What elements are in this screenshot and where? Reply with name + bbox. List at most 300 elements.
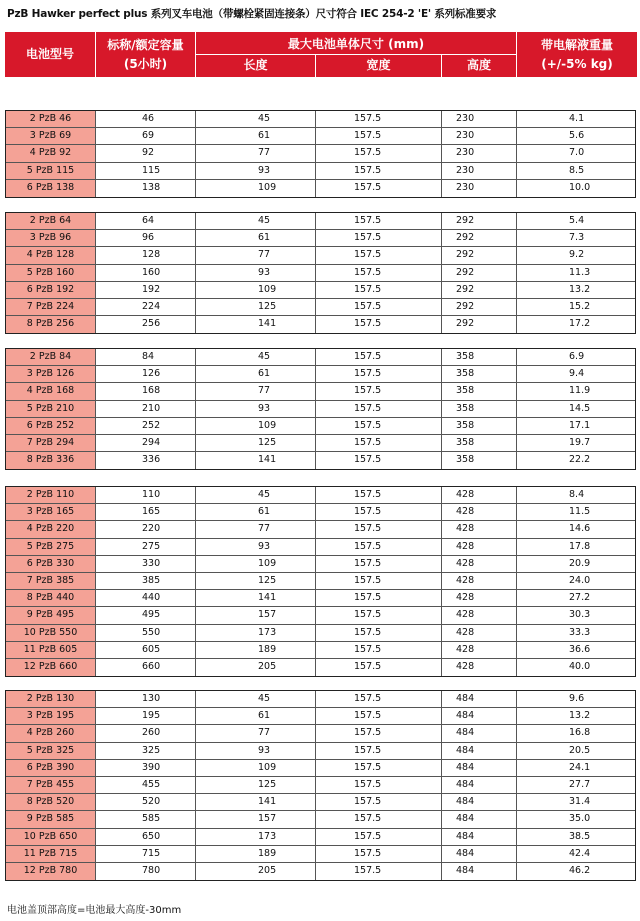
width-cell: 157.5 (316, 539, 442, 555)
length-cell: 189 (196, 642, 316, 658)
capacity-cell: 46 (96, 111, 196, 127)
height-cell: 428 (442, 607, 517, 623)
table-row (6, 521, 635, 538)
capacity-cell: 585 (96, 811, 196, 827)
length-cell: 173 (196, 625, 316, 641)
length-cell: 77 (196, 247, 316, 263)
header-weight-line1: 带电解液重量 (540, 38, 613, 52)
header-weight-line2: (+/-5% kg) (541, 57, 613, 71)
length-cell: 109 (196, 760, 316, 776)
weight-cell: 20.5 (569, 744, 591, 756)
length-cell: 45 (196, 691, 316, 707)
width-cell: 157.5 (316, 180, 442, 197)
capacity-cell: 385 (96, 573, 196, 589)
capacity-cell: 210 (96, 401, 196, 417)
header-height: 高度 (466, 58, 491, 72)
capacity-cell: 165 (96, 504, 196, 520)
capacity-cell: 64 (96, 213, 196, 229)
width-cell: 157.5 (316, 265, 442, 281)
length-cell: 77 (196, 725, 316, 741)
table-row (6, 145, 635, 162)
width-cell: 157.5 (316, 521, 442, 537)
length-cell: 93 (196, 539, 316, 555)
table-row (6, 556, 635, 573)
width-cell: 157.5 (316, 725, 442, 741)
model-cell: 2 PzB 110 (6, 487, 96, 503)
capacity-cell: 550 (96, 625, 196, 641)
capacity-cell: 84 (96, 349, 196, 365)
width-cell: 157.5 (316, 794, 442, 810)
capacity-cell: 455 (96, 777, 196, 793)
weight-cell: 15.2 (569, 300, 591, 312)
footnote: 电池盖顶部高度=电池最大高度-30mm (7, 905, 182, 916)
length-cell: 109 (196, 282, 316, 298)
width-cell: 157.5 (316, 829, 442, 845)
model-cell: 5 PzB 115 (6, 163, 96, 179)
table-row (6, 163, 635, 180)
weight-cell: 11.3 (569, 266, 591, 278)
table-row (6, 590, 635, 607)
model-cell: 2 PzB 84 (6, 349, 96, 365)
length-cell: 141 (196, 452, 316, 469)
length-cell: 45 (196, 213, 316, 229)
table-row (6, 316, 635, 333)
width-cell: 157.5 (316, 401, 442, 417)
table-row (6, 230, 635, 247)
page-title: PzB Hawker perfect plus 系列叉车电池（带螺栓紧固连接条）尺寸符合 IEC 254-2 'E' 系列标准要求 (7, 8, 497, 20)
weight-cell: 5.6 (569, 130, 585, 142)
model-cell: 3 PzB 195 (6, 708, 96, 724)
height-cell: 358 (442, 383, 517, 399)
model-cell: 10 PzB 550 (6, 625, 96, 641)
length-cell: 93 (196, 743, 316, 759)
table-row (6, 625, 635, 642)
weight-cell: 9.4 (569, 368, 585, 380)
height-cell: 428 (442, 642, 517, 658)
header-model: 电池型号 (25, 47, 74, 61)
width-cell: 157.5 (316, 316, 442, 333)
table-row (6, 111, 635, 128)
length-cell: 77 (196, 383, 316, 399)
model-cell: 7 PzB 455 (6, 777, 96, 793)
table-header (5, 32, 637, 77)
capacity-cell: 325 (96, 743, 196, 759)
length-cell: 109 (196, 180, 316, 197)
capacity-cell: 294 (96, 435, 196, 451)
weight-cell: 4.1 (569, 113, 585, 124)
model-cell: 4 PzB 260 (6, 725, 96, 741)
height-cell: 484 (442, 794, 517, 810)
table-row (6, 725, 635, 742)
weight-cell: 19.7 (569, 436, 591, 448)
length-cell: 45 (196, 349, 316, 365)
weight-cell: 8.4 (569, 489, 585, 500)
height-cell: 484 (442, 863, 517, 880)
table-row (6, 452, 635, 469)
height-cell: 484 (442, 743, 517, 759)
width-cell: 157.5 (316, 691, 442, 707)
width-cell: 157.5 (316, 282, 442, 298)
table-row (6, 811, 635, 828)
width-cell: 157.5 (316, 607, 442, 623)
height-cell: 230 (442, 145, 517, 161)
model-cell: 6 PzB 330 (6, 556, 96, 572)
model-cell: 6 PzB 390 (6, 760, 96, 776)
height-cell: 292 (442, 230, 517, 246)
width-cell: 157.5 (316, 659, 442, 676)
table-row (6, 777, 635, 794)
length-cell: 93 (196, 265, 316, 281)
width-cell: 157.5 (316, 366, 442, 382)
weight-cell: 17.8 (569, 540, 591, 552)
table-row (6, 829, 635, 846)
weight-cell: 24.1 (569, 761, 591, 773)
height-cell: 484 (442, 777, 517, 793)
model-cell: 4 PzB 220 (6, 521, 96, 537)
table-row (6, 573, 635, 590)
length-cell: 61 (196, 128, 316, 144)
height-cell: 428 (442, 521, 517, 537)
height-cell: 428 (442, 625, 517, 641)
length-cell: 93 (196, 401, 316, 417)
weight-cell: 31.4 (569, 796, 591, 808)
width-cell: 157.5 (316, 383, 442, 399)
table-row (6, 487, 635, 504)
width-cell: 157.5 (316, 247, 442, 263)
height-cell: 292 (442, 316, 517, 333)
length-cell: 61 (196, 230, 316, 246)
model-cell: 8 PzB 440 (6, 590, 96, 606)
length-cell: 93 (196, 163, 316, 179)
model-cell: 4 PzB 128 (6, 247, 96, 263)
weight-cell: 22.2 (569, 454, 591, 466)
model-cell: 6 PzB 192 (6, 282, 96, 298)
weight-cell: 9.6 (569, 693, 585, 704)
weight-cell: 27.7 (569, 778, 591, 790)
length-cell: 109 (196, 418, 316, 434)
table-row (6, 504, 635, 521)
table-row (6, 539, 635, 556)
length-cell: 45 (196, 487, 316, 503)
length-cell: 141 (196, 316, 316, 333)
table-row (6, 213, 635, 230)
weight-cell: 5.4 (569, 215, 585, 226)
model-cell: 5 PzB 210 (6, 401, 96, 417)
width-cell: 157.5 (316, 111, 442, 127)
capacity-cell: 128 (96, 247, 196, 263)
table-row (6, 128, 635, 145)
model-cell: 6 PzB 138 (6, 180, 96, 197)
length-cell: 61 (196, 504, 316, 520)
weight-cell: 27.2 (569, 592, 591, 604)
model-cell: 4 PzB 168 (6, 383, 96, 399)
model-cell: 2 PzB 64 (6, 213, 96, 229)
weight-cell: 17.1 (569, 419, 591, 431)
width-cell: 157.5 (316, 230, 442, 246)
table-group (5, 110, 636, 198)
length-cell: 189 (196, 846, 316, 862)
table-row (6, 418, 635, 435)
capacity-cell: 224 (96, 299, 196, 315)
height-cell: 428 (442, 504, 517, 520)
length-cell: 205 (196, 659, 316, 676)
capacity-cell: 126 (96, 366, 196, 382)
weight-cell: 30.3 (569, 609, 591, 621)
table-row (6, 743, 635, 760)
height-cell: 292 (442, 265, 517, 281)
capacity-cell: 252 (96, 418, 196, 434)
model-cell: 3 PzB 126 (6, 366, 96, 382)
header-capacity-line1: 标称/额定容量 (107, 38, 184, 52)
weight-cell: 14.6 (569, 523, 591, 535)
width-cell: 157.5 (316, 777, 442, 793)
width-cell: 157.5 (316, 145, 442, 161)
height-cell: 484 (442, 725, 517, 741)
table-row (6, 691, 635, 708)
length-cell: 141 (196, 794, 316, 810)
table-group (5, 486, 636, 677)
height-cell: 292 (442, 299, 517, 315)
width-cell: 157.5 (316, 760, 442, 776)
width-cell: 157.5 (316, 299, 442, 315)
capacity-cell: 256 (96, 316, 196, 333)
width-cell: 157.5 (316, 590, 442, 606)
width-cell: 157.5 (316, 487, 442, 503)
model-cell: 8 PzB 520 (6, 794, 96, 810)
height-cell: 484 (442, 691, 517, 707)
table-row (6, 401, 635, 418)
table-row (6, 366, 635, 383)
weight-cell: 11.5 (569, 506, 591, 518)
table-row (6, 659, 635, 676)
height-cell: 358 (442, 418, 517, 434)
header-width: 宽度 (366, 58, 391, 72)
capacity-cell: 330 (96, 556, 196, 572)
model-cell: 8 PzB 256 (6, 316, 96, 333)
height-cell: 428 (442, 659, 517, 676)
model-cell: 5 PzB 160 (6, 265, 96, 281)
capacity-cell: 115 (96, 163, 196, 179)
capacity-cell: 192 (96, 282, 196, 298)
weight-cell: 8.5 (569, 164, 585, 176)
width-cell: 157.5 (316, 573, 442, 589)
weight-cell: 35.0 (569, 813, 591, 825)
height-cell: 428 (442, 556, 517, 572)
capacity-cell: 69 (96, 128, 196, 144)
table-row (6, 708, 635, 725)
model-cell: 11 PzB 715 (6, 846, 96, 862)
height-cell: 484 (442, 811, 517, 827)
capacity-cell: 195 (96, 708, 196, 724)
capacity-cell: 495 (96, 607, 196, 623)
width-cell: 157.5 (316, 163, 442, 179)
header-capacity-line2: (5小时) (123, 57, 168, 71)
height-cell: 484 (442, 846, 517, 862)
model-cell: 2 PzB 46 (6, 111, 96, 127)
table-row (6, 607, 635, 624)
weight-cell: 16.8 (569, 727, 591, 739)
height-cell: 428 (442, 573, 517, 589)
header-dimensions: 最大电池单体尺寸 (mm) (287, 37, 425, 51)
table-row (6, 760, 635, 777)
length-cell: 173 (196, 829, 316, 845)
width-cell: 157.5 (316, 128, 442, 144)
table-row (6, 180, 635, 197)
length-cell: 125 (196, 573, 316, 589)
length-cell: 125 (196, 435, 316, 451)
width-cell: 157.5 (316, 504, 442, 520)
length-cell: 45 (196, 111, 316, 127)
height-cell: 484 (442, 708, 517, 724)
width-cell: 157.5 (316, 556, 442, 572)
model-cell: 12 PzB 660 (6, 659, 96, 676)
table-row (6, 642, 635, 659)
table-row (6, 349, 635, 366)
weight-cell: 46.2 (569, 864, 591, 876)
length-cell: 205 (196, 863, 316, 880)
height-cell: 230 (442, 180, 517, 197)
table-group (5, 348, 636, 470)
weight-cell: 7.0 (569, 147, 585, 159)
height-cell: 358 (442, 452, 517, 469)
capacity-cell: 390 (96, 760, 196, 776)
table-row (6, 794, 635, 811)
table-row (6, 247, 635, 264)
length-cell: 109 (196, 556, 316, 572)
capacity-cell: 275 (96, 539, 196, 555)
height-cell: 428 (442, 539, 517, 555)
width-cell: 157.5 (316, 625, 442, 641)
height-cell: 292 (442, 282, 517, 298)
table-group (5, 690, 636, 881)
width-cell: 157.5 (316, 642, 442, 658)
table-group (5, 212, 636, 334)
model-cell: 9 PzB 585 (6, 811, 96, 827)
model-cell: 9 PzB 495 (6, 607, 96, 623)
length-cell: 77 (196, 145, 316, 161)
capacity-cell: 336 (96, 452, 196, 469)
model-cell: 3 PzB 69 (6, 128, 96, 144)
capacity-cell: 605 (96, 642, 196, 658)
model-cell: 3 PzB 96 (6, 230, 96, 246)
width-cell: 157.5 (316, 349, 442, 365)
weight-cell: 42.4 (569, 847, 591, 859)
length-cell: 125 (196, 777, 316, 793)
header-length: 长度 (243, 58, 268, 72)
table-row (6, 846, 635, 863)
weight-cell: 11.9 (569, 385, 591, 397)
height-cell: 358 (442, 401, 517, 417)
capacity-cell: 440 (96, 590, 196, 606)
model-cell: 3 PzB 165 (6, 504, 96, 520)
length-cell: 141 (196, 590, 316, 606)
weight-cell: 10.0 (569, 181, 591, 193)
weight-cell: 7.3 (569, 232, 585, 244)
weight-cell: 40.0 (569, 660, 591, 672)
table-row (6, 383, 635, 400)
model-cell: 7 PzB 385 (6, 573, 96, 589)
capacity-cell: 780 (96, 863, 196, 880)
width-cell: 157.5 (316, 708, 442, 724)
model-cell: 8 PzB 336 (6, 452, 96, 469)
weight-cell: 13.2 (569, 710, 591, 722)
capacity-cell: 96 (96, 230, 196, 246)
height-cell: 292 (442, 213, 517, 229)
model-cell: 12 PzB 780 (6, 863, 96, 880)
length-cell: 77 (196, 521, 316, 537)
weight-cell: 20.9 (569, 557, 591, 569)
width-cell: 157.5 (316, 743, 442, 759)
width-cell: 157.5 (316, 863, 442, 880)
height-cell: 484 (442, 760, 517, 776)
capacity-cell: 92 (96, 145, 196, 161)
capacity-cell: 660 (96, 659, 196, 676)
height-cell: 230 (442, 128, 517, 144)
height-cell: 230 (442, 111, 517, 127)
length-cell: 157 (196, 607, 316, 623)
length-cell: 61 (196, 366, 316, 382)
model-cell: 10 PzB 650 (6, 829, 96, 845)
table-row (6, 299, 635, 316)
weight-cell: 9.2 (569, 249, 585, 261)
width-cell: 157.5 (316, 418, 442, 434)
height-cell: 428 (442, 590, 517, 606)
table-row (6, 265, 635, 282)
capacity-cell: 160 (96, 265, 196, 281)
height-cell: 358 (442, 366, 517, 382)
height-cell: 292 (442, 247, 517, 263)
weight-cell: 13.2 (569, 283, 591, 295)
capacity-cell: 138 (96, 180, 196, 197)
capacity-cell: 715 (96, 846, 196, 862)
width-cell: 157.5 (316, 435, 442, 451)
capacity-cell: 520 (96, 794, 196, 810)
capacity-cell: 650 (96, 829, 196, 845)
weight-cell: 17.2 (569, 318, 591, 330)
model-cell: 5 PzB 325 (6, 743, 96, 759)
model-cell: 7 PzB 294 (6, 435, 96, 451)
capacity-cell: 168 (96, 383, 196, 399)
table-row (6, 282, 635, 299)
weight-cell: 33.3 (569, 626, 591, 638)
height-cell: 358 (442, 349, 517, 365)
width-cell: 157.5 (316, 213, 442, 229)
width-cell: 157.5 (316, 452, 442, 469)
weight-cell: 24.0 (569, 574, 591, 586)
model-cell: 5 PzB 275 (6, 539, 96, 555)
capacity-cell: 130 (96, 691, 196, 707)
width-cell: 157.5 (316, 811, 442, 827)
weight-cell: 14.5 (569, 402, 591, 414)
height-cell: 484 (442, 829, 517, 845)
model-cell: 6 PzB 252 (6, 418, 96, 434)
length-cell: 125 (196, 299, 316, 315)
weight-cell: 6.9 (569, 351, 585, 362)
table-row (6, 863, 635, 880)
weight-cell: 38.5 (569, 830, 591, 842)
table-row (6, 435, 635, 452)
model-cell: 7 PzB 224 (6, 299, 96, 315)
model-cell: 11 PzB 605 (6, 642, 96, 658)
height-cell: 358 (442, 435, 517, 451)
model-cell: 2 PzB 130 (6, 691, 96, 707)
capacity-cell: 260 (96, 725, 196, 741)
weight-cell: 36.6 (569, 643, 591, 655)
height-cell: 230 (442, 163, 517, 179)
length-cell: 157 (196, 811, 316, 827)
length-cell: 61 (196, 708, 316, 724)
model-cell: 4 PzB 92 (6, 145, 96, 161)
